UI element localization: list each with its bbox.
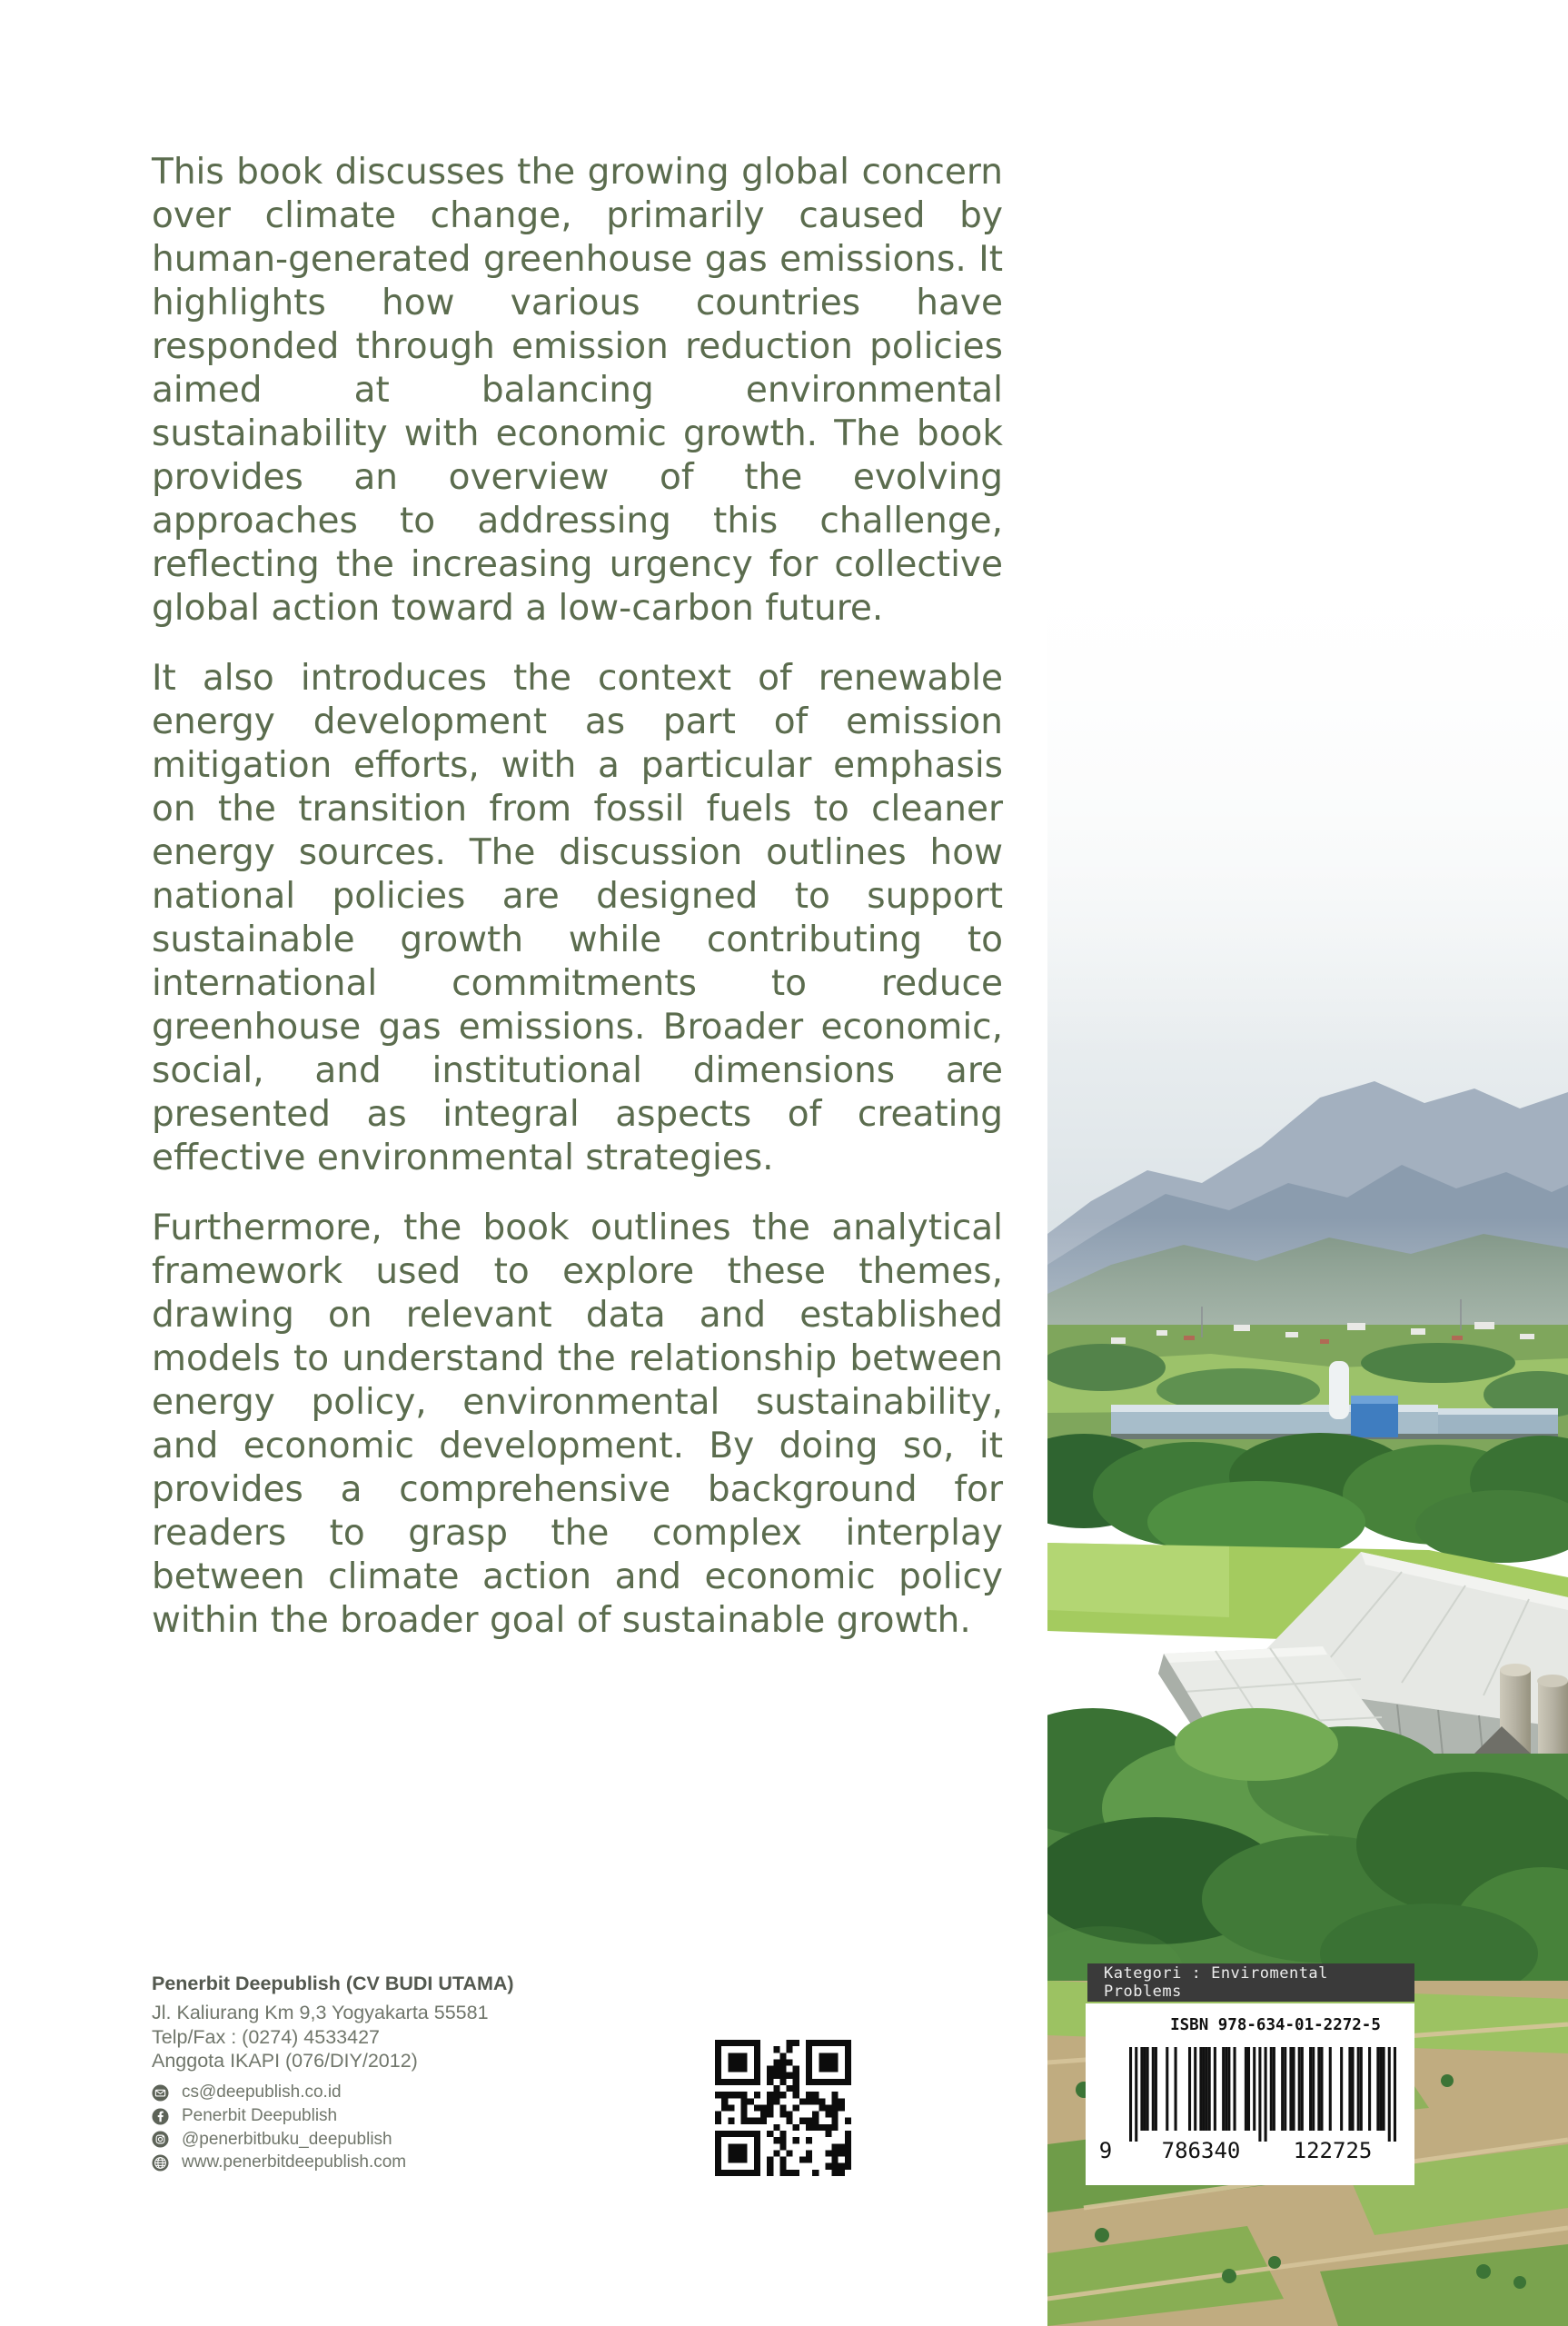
synopsis-paragraph-1: This book discusses the growing global concern over climate change, primarily caused by human-generated greenhouse gas emissions. It highlights how various countries have responded through emission reduction policies aimed at balancing environmental sustainability with economic growth. The book provides an overview of the evolving approaches to addressing this challenge, reflecting the increasing urgency for collective global action toward a low-carbon future. bbox=[152, 152, 1003, 629]
publisher-contacts bbox=[152, 2082, 715, 2175]
contact-instagram bbox=[152, 2128, 715, 2152]
contact-instagram-label: @penerbitbuku_deepublish bbox=[182, 2129, 392, 2149]
contact-email-label: cs@deepublish.co.id bbox=[182, 2082, 342, 2102]
qr-code bbox=[715, 2040, 851, 2176]
photo-tree-band bbox=[1047, 1433, 1568, 1563]
publisher-membership: Anggota IKAPI (076/DIY/2012) bbox=[152, 2050, 418, 2072]
barcode-digit-group-1: 9 bbox=[1098, 2138, 1113, 2163]
white-silo bbox=[1329, 1361, 1349, 1419]
contact-facebook-label: Penerbit Deepublish bbox=[182, 2106, 338, 2126]
contact-facebook bbox=[152, 2104, 715, 2128]
synopsis-paragraph-3: Furthermore, the book outlines the analytical framework used to explore these themes, drawing on relevant data and established models to understand the relationship between energy policy, environmental sustainability, and economic development. By doing so, it provides a comprehensive background for readers to grasp the complex interplay between climate action and economic policy within the broader goal of sustainable growth. bbox=[152, 1208, 1003, 1641]
publisher-name: Penerbit Deepublish (CV BUDI UTAMA) bbox=[152, 1973, 514, 1994]
barcode-digit-group-2: 786340 bbox=[1161, 2138, 1241, 2163]
barcode-digit-group-3: 122725 bbox=[1293, 2138, 1373, 2163]
email-icon bbox=[152, 2084, 169, 2102]
publisher-block bbox=[152, 1972, 715, 2174]
synopsis-paragraph-2: It also introduces the context of renewable energy development as part of emission mitigation efforts, with a particular emphasis on the transition from fossil fuels to cleaner energy sources. The discussion outlines how national policies are designed to support sustainable growth while contributing to international commitments to reduce greenhouse gas emissions. Broader economic, social, and institutional dimensions are presented as integral aspects of creating effective environmental strategies. bbox=[152, 658, 1003, 1178]
publisher-address: Jl. Kaliurang Km 9,3 Yogyakarta 55581 bbox=[152, 2002, 489, 2023]
isbn-number: ISBN 978-634-01-2272-5 bbox=[1170, 2016, 1381, 2034]
contact-email bbox=[152, 2082, 715, 2105]
category-bar bbox=[1087, 1963, 1414, 2002]
barcode-digits bbox=[1086, 2138, 1414, 2165]
isbn-box bbox=[1086, 2003, 1414, 2185]
synopsis bbox=[152, 151, 1003, 1669]
instagram-icon bbox=[152, 2131, 169, 2148]
globe-icon bbox=[152, 2154, 169, 2172]
category-label: Kategori : Enviromental Problems bbox=[1104, 1964, 1328, 2001]
contact-website bbox=[152, 2152, 715, 2175]
contact-website-label: www.penerbitdeepublish.com bbox=[182, 2152, 407, 2172]
isbn-barcode bbox=[1129, 2047, 1396, 2145]
facebook-icon bbox=[152, 2108, 169, 2125]
publisher-phone: Telp/Fax : (0274) 4533427 bbox=[152, 2025, 380, 2048]
